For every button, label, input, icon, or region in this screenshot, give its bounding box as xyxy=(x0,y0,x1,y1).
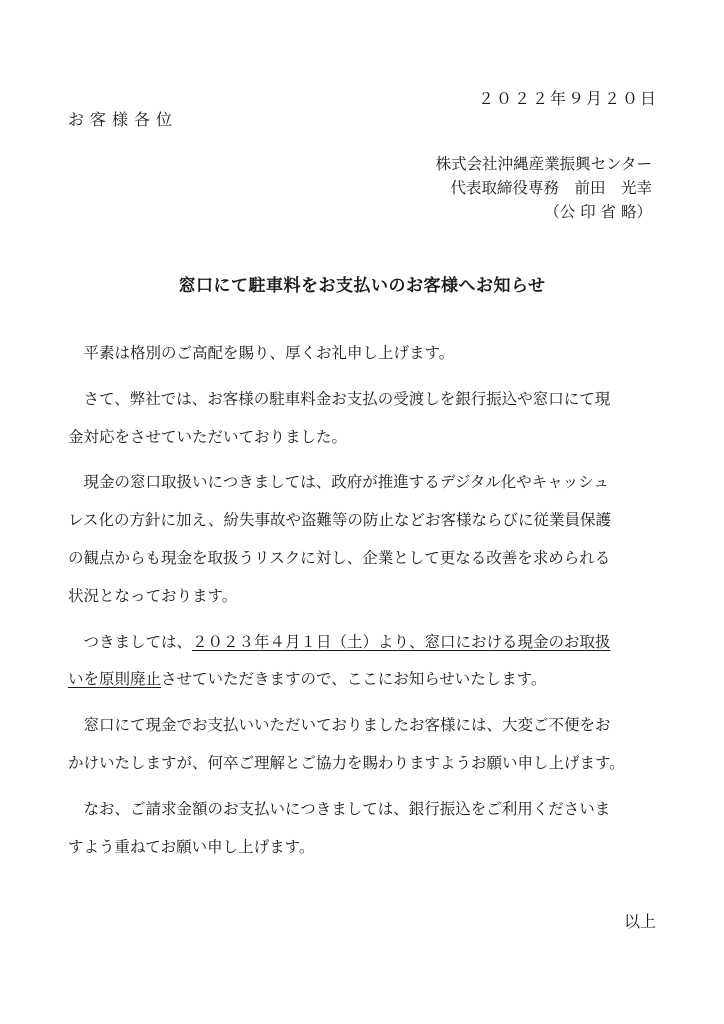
paragraph-background xyxy=(68,381,668,457)
paragraph-line: さて、弊社では、お客様の駐車料金お支払の受渡しを銀行振込や窓口にて現 xyxy=(83,389,611,408)
paragraph-line: すよう重ねてお願い申し上げます。 xyxy=(68,837,315,856)
paragraph-apology xyxy=(68,707,668,783)
paragraph-line: レス化の方針に加え、紛失事故や盗難等の防止などお客様ならびに従業員保護 xyxy=(68,511,611,530)
paragraph-line: 窓口にて現金でお支払いいただいておりましたお客様には、大変ご不便をお xyxy=(83,716,611,735)
closing-word: 以上 xyxy=(623,912,656,931)
notice-body xyxy=(68,335,668,874)
seal-note: （公 印 省 略） xyxy=(544,203,652,221)
paragraph-line: なお、ご請求金額のお支払いにつきましては、銀行振込をご利用くださいま xyxy=(83,799,611,818)
paragraph-line xyxy=(68,624,668,662)
addressee: お客様各位 xyxy=(68,110,179,129)
sender-company: 株式会社沖縄産業振興センター xyxy=(435,155,652,173)
paragraph-line: かけいたしますが、何卒ご理解とご協力を賜わりますようお願い申し上げます。 xyxy=(68,753,625,772)
announcement-abolish-underlined: いを原則廃止 xyxy=(68,670,162,689)
paragraph-request xyxy=(68,791,668,867)
announcement-date-underlined: ２０２３年４月１日（土）より、窓口における現金のお取扱 xyxy=(192,632,611,651)
announcement-rest: させていただきますので、ここにお知らせいたします。 xyxy=(161,670,547,689)
document-date: ２０２２年９月２０日 xyxy=(477,89,658,108)
announcement-intro: つきましては、 xyxy=(83,632,193,651)
notice-title: 窓口にて駐車料をお支払いのお客様へお知らせ xyxy=(178,276,546,296)
sender-block xyxy=(436,152,652,224)
paragraph-announcement xyxy=(68,624,668,700)
paragraph-line: 平素は格別のご高配を賜り、厚くお礼申し上げます。 xyxy=(83,344,455,362)
paragraph-line xyxy=(68,661,668,699)
paragraph-line: 状況となっております。 xyxy=(68,586,238,605)
paragraph-reason xyxy=(68,464,668,615)
paragraph-greeting xyxy=(68,335,668,373)
sender-representative: 代表取締役専務 前田 光幸 xyxy=(450,179,652,197)
paragraph-line: の観点からも現金を取扱うリスクに対し、企業として更なる改善を求められる xyxy=(68,548,611,567)
paragraph-line: 現金の窓口取扱いにつきましては、政府が推進するデジタル化やキャッシュ xyxy=(83,473,609,492)
paragraph-line: 金対応をさせていただいておりました。 xyxy=(68,427,348,446)
